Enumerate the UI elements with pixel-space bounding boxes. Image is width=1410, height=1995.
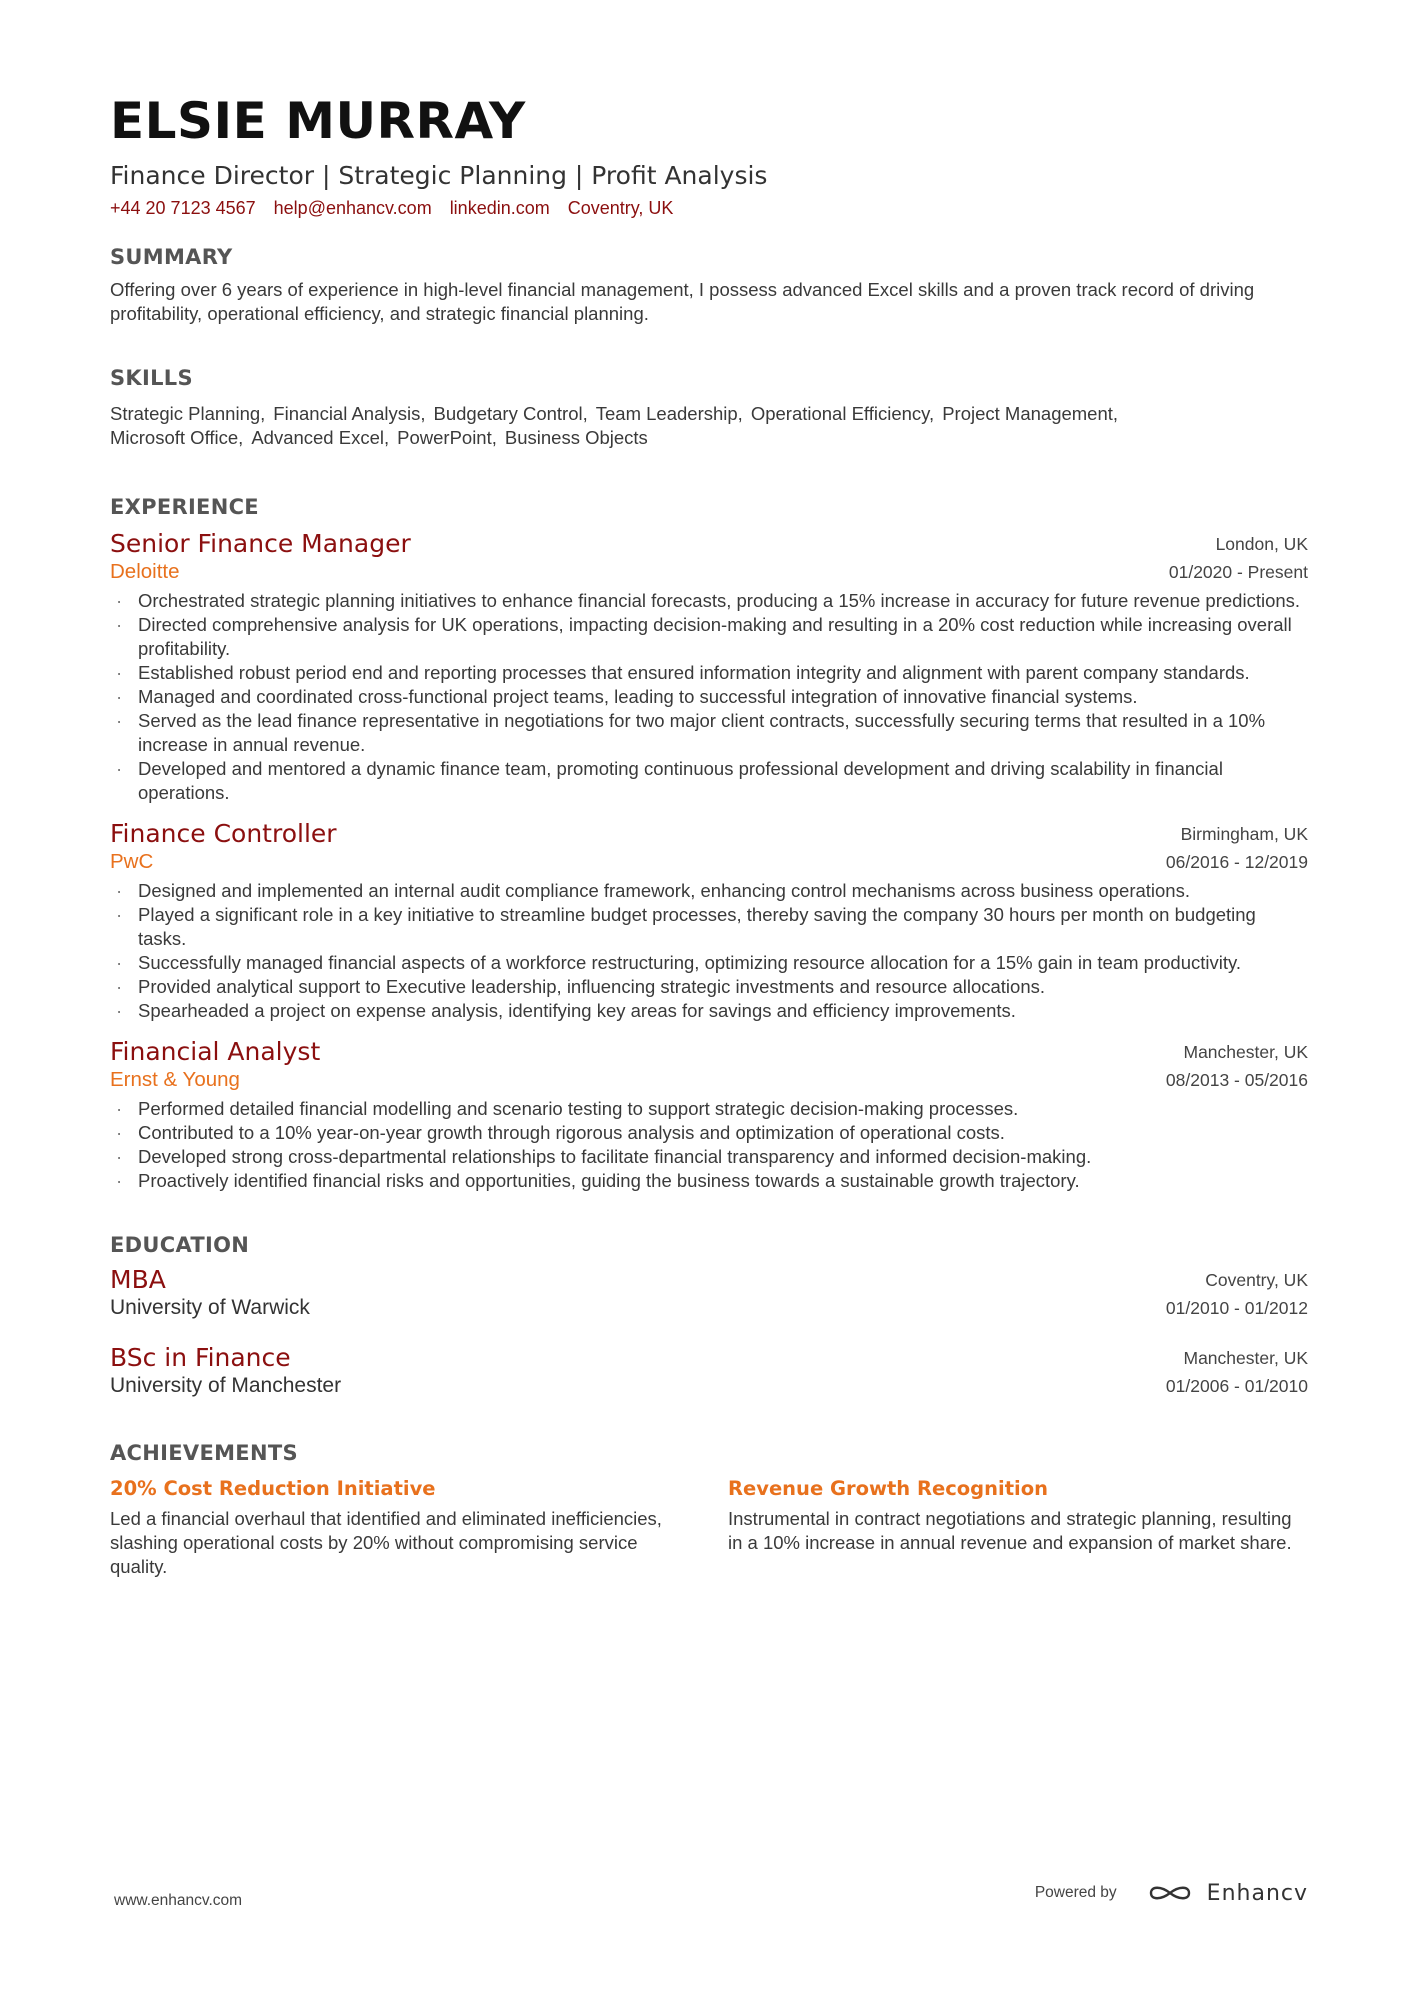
job-bullet: · Orchestrated strategic planning initiatives to enhance financial forecasts, producing a 15% increase in accuracy for future revenue predictions. (110, 589, 1308, 613)
job-bullets (110, 1097, 1308, 1193)
skill-item: Financial Analysis, (273, 402, 426, 424)
skill-item: Advanced Excel, (251, 426, 390, 448)
job-location: Manchester, UK (1183, 1041, 1308, 1062)
skill-item: Strategic Planning, (110, 402, 266, 424)
job-bullet: · Managed and coordinated cross-functional project teams, leading to successful integration of innovative financial systems. (110, 685, 1308, 709)
enhancv-logo-icon (1147, 1880, 1193, 1906)
job-title: Senior Finance Manager (110, 528, 411, 558)
job-location: London, UK (1215, 533, 1308, 554)
job-location: Birmingham, UK (1180, 823, 1308, 844)
brand-name: Enhancv (1206, 1880, 1308, 1906)
skill-item: Project Management, (942, 402, 1119, 424)
achievement-text: Led a financial overhaul that identified and eliminated inefficiencies, slashing operational costs by 20% without compromising service quality. (110, 1507, 662, 1577)
skill-item: Operational Efficiency, (750, 402, 935, 424)
skill-item: Team Leadership, (595, 402, 743, 424)
job-bullet: · Performed detailed financial modelling and scenario testing to support strategic decision-making processes. (110, 1097, 1308, 1121)
candidate-name: ELSIE MURRAY (110, 92, 526, 150)
education-dates: 01/2010 - 01/2012 (1165, 1297, 1308, 1318)
experience-title: EXPERIENCE (110, 494, 259, 519)
job-bullet: · Served as the lead finance representative in negotiations for two major client contracts, successfully securing terms that resulted in a 10% increase in annual revenue. (110, 709, 1308, 757)
contact-info (110, 198, 1308, 219)
job-bullet: · Developed strong cross-departmental relationships to facilitate financial transparency and informed decision-making. (110, 1145, 1308, 1169)
education-school: University of Warwick (110, 1295, 310, 1319)
footer-branding (1035, 1880, 1308, 1906)
job-bullets (110, 589, 1308, 805)
achievements-title: ACHIEVEMENTS (110, 1440, 298, 1465)
achievement-item (728, 1475, 1306, 1579)
job-bullet: · Proactively identified financial risks and opportunities, guiding the business towards a sustainable growth trajectory. (110, 1169, 1308, 1193)
job-company: Ernst & Young (110, 1067, 240, 1091)
achievements-grid (110, 1475, 1308, 1579)
summary-text: Offering over 6 years of experience in high-level financial management, I possess advanced Excel skills and a proven track record of driving profitability, operational efficiency, and strategic financial planning. (110, 278, 1255, 324)
job-bullets (110, 879, 1308, 1023)
experience-entry (110, 1037, 1308, 1193)
skill-item: Budgetary Control, (433, 402, 588, 424)
education-school: University of Manchester (110, 1373, 342, 1397)
contact-phone[interactable]: +44 20 7123 4567 (110, 197, 256, 218)
job-bullet: · Developed and mentored a dynamic finance team, promoting continuous professional development and driving scalability in financial operations. (110, 757, 1308, 805)
job-dates: 01/2020 - Present (1168, 561, 1308, 582)
resume-page (110, 92, 1308, 1579)
education-dates: 01/2006 - 01/2010 (1165, 1375, 1308, 1396)
job-company: PwC (110, 849, 154, 873)
job-bullet: · Spearheaded a project on expense analysis, identifying key areas for savings and efficiency improvements. (110, 999, 1308, 1023)
job-bullet: · Designed and implemented an internal audit compliance framework, enhancing control mechanisms across business operations. (110, 879, 1308, 903)
powered-by-label: Powered by (1034, 1884, 1117, 1901)
education-entry (110, 1265, 1308, 1321)
job-bullet: · Contributed to a 10% year-on-year growth through rigorous analysis and optimization of operational costs. (110, 1121, 1308, 1145)
footer-website[interactable]: www.enhancv.com (114, 1892, 243, 1909)
education-location: Manchester, UK (1183, 1347, 1308, 1368)
education-degree: BSc in Finance (110, 1342, 291, 1372)
education-title: EDUCATION (110, 1232, 250, 1257)
experience-entry (110, 819, 1308, 1023)
skill-item: Business Objects (504, 426, 648, 448)
contact-location: Coventry, UK (567, 197, 674, 218)
job-dates: 06/2016 - 12/2019 (1165, 851, 1308, 872)
candidate-headline: Finance Director | Strategic Planning | Profit Analysis (110, 161, 768, 190)
achievement-item (110, 1475, 688, 1579)
job-bullet: · Successfully managed financial aspects of a workforce restructuring, optimizing resource allocation for a 15% gain in team productivity. (110, 951, 1308, 975)
experience-entry (110, 529, 1308, 805)
job-bullet: · Established robust period end and reporting processes that ensured information integrity and alignment with parent company standards. (110, 661, 1308, 685)
job-bullet: · Played a significant role in a key initiative to streamline budget processes, thereby saving the company 30 hours per month on budgeting tasks. (110, 903, 1308, 951)
job-title: Financial Analyst (110, 1036, 321, 1066)
education-location: Coventry, UK (1205, 1269, 1308, 1290)
skill-item: Microsoft Office, (110, 426, 244, 448)
summary-title: SUMMARY (110, 244, 233, 269)
achievement-title: 20% Cost Reduction Initiative (110, 1476, 436, 1500)
job-title: Finance Controller (110, 818, 337, 848)
job-bullet: · Directed comprehensive analysis for UK operations, impacting decision-making and resulting in a 20% cost reduction while increasing overall profitability. (110, 613, 1308, 661)
job-dates: 08/2013 - 05/2016 (1165, 1069, 1308, 1090)
achievement-title: Revenue Growth Recognition (728, 1476, 1048, 1500)
job-company: Deloitte (110, 559, 180, 583)
skill-item: PowerPoint, (397, 426, 497, 448)
job-bullet: · Provided analytical support to Executive leadership, influencing strategic investments and resource allocations. (110, 975, 1308, 999)
education-entry (110, 1343, 1308, 1399)
skills-title: SKILLS (110, 365, 193, 390)
contact-linkedin[interactable]: linkedin.com (449, 197, 550, 218)
education-degree: MBA (110, 1264, 166, 1294)
achievement-text: Instrumental in contract negotiations and strategic planning, resulting in a 10% increase in annual revenue and expansion of market share. (728, 1507, 1292, 1553)
skills-list (110, 402, 1260, 450)
contact-email[interactable]: help@enhancv.com (273, 197, 432, 218)
